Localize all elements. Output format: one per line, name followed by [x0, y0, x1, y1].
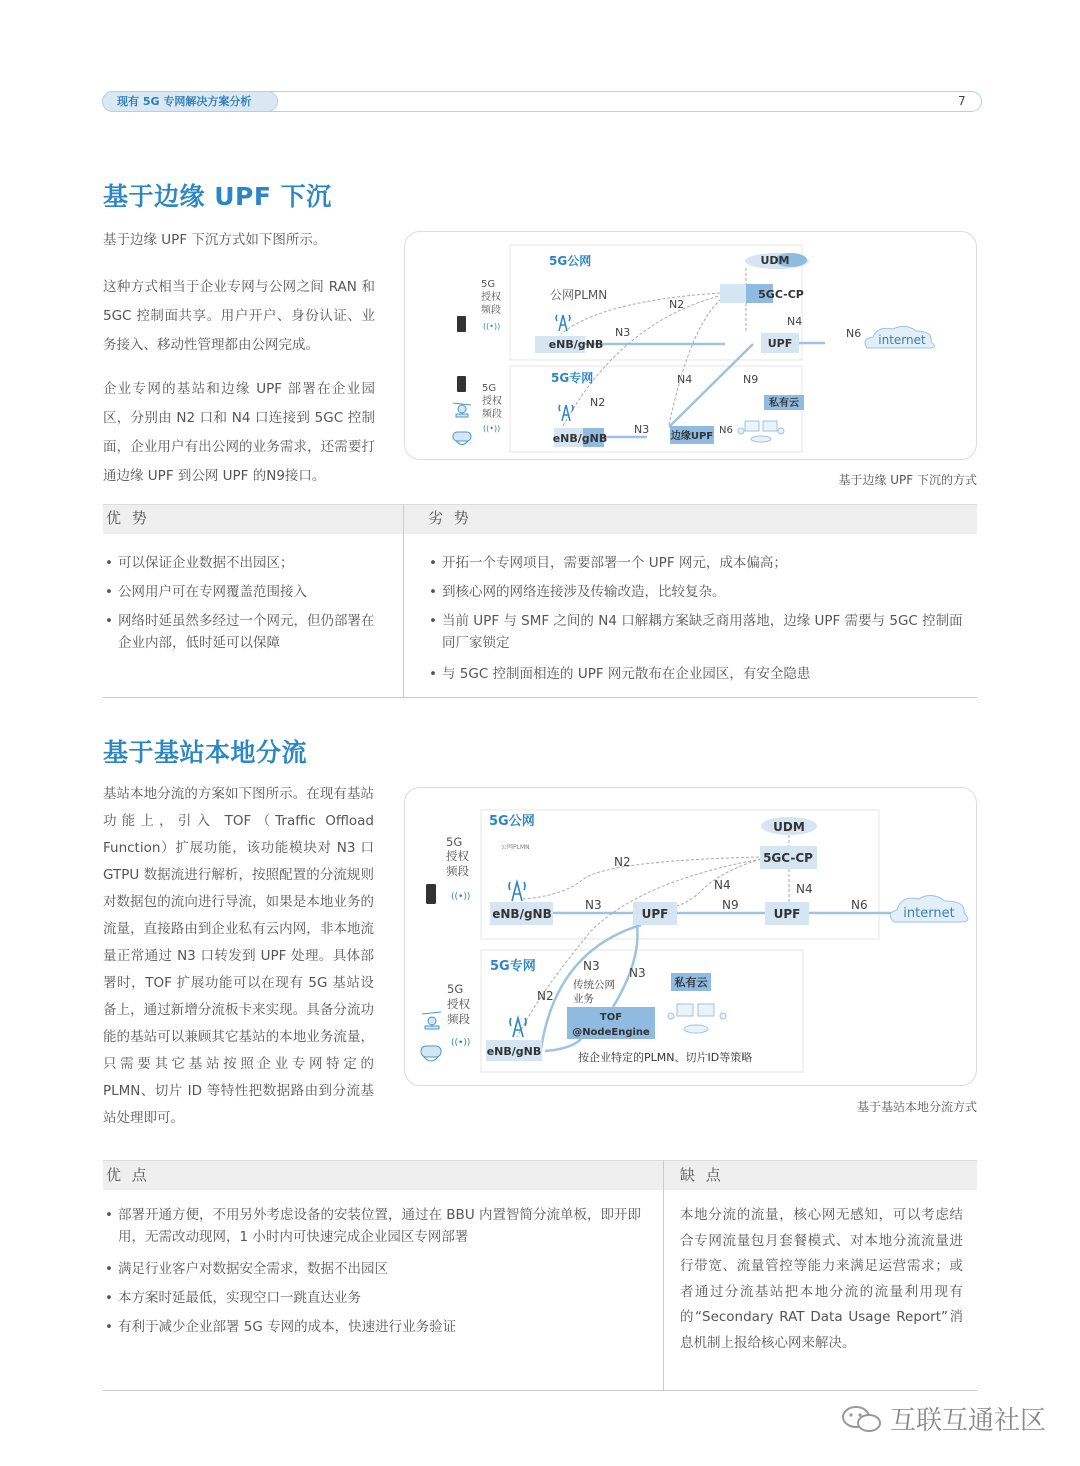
diagram1-caption: 基于边缘 UPF 下沉的方式: [838, 473, 977, 487]
cons-header: 劣 势: [428, 509, 472, 527]
n4-label: N4: [714, 878, 731, 892]
upf-core-label: UPF: [773, 907, 801, 921]
internet-label: internet: [878, 333, 926, 347]
enb-label: eNB/gNB: [492, 907, 552, 921]
n3-tof-label: N3: [629, 966, 646, 980]
edge-upf-diagram: [404, 231, 977, 460]
list-item: • 本方案时延最低，实现空口一跳直达业务: [103, 1287, 648, 1309]
cons-text: 本地分流的流量，核心网无感知，可以考虑结合专网流量包月套餐模式、对本地分流流量进行带宽、流量管控等能力来满足运营需求；或者通过分流基站把本地分流的流量利用现有的“Secondary RAT Data Usage Report”消息机制上报给核心网来解决。: [680, 1207, 963, 1351]
legacy-service-label: 业务: [573, 993, 594, 1005]
list-item: • 公网用户可在专网覆盖范围接入: [103, 581, 385, 603]
list-item: • 有利于减少企业部署 5G 专网的成本，快速进行业务验证: [103, 1316, 648, 1338]
tof-host-label: @NodeEngine: [572, 1027, 650, 1038]
table2-header: [103, 1160, 977, 1190]
n2-private-label: N2: [590, 396, 606, 409]
private-cloud-label: 私有云: [769, 398, 799, 409]
watermark-text: 互联互通社区: [889, 1406, 1046, 1436]
svg-text:频段: 频段: [446, 864, 469, 878]
n9-label: N9: [743, 373, 759, 386]
page-number: 7: [958, 94, 966, 108]
cons-header: 缺 点: [680, 1166, 724, 1184]
svg-text:5G: 5G: [446, 835, 463, 849]
svg-text:5G: 5G: [447, 982, 464, 996]
section2-paragraph: 基站本地分流的方案如下图所示。在现有基站功能上，引入 TOF（Traffic Offload Function）扩展功能，该功能模块对 N3 口 GTPU 数据流进行解析，按照配置的分流规则对数据包的流向进行导流，如果是本地业务的流量，直接路由到企业私有云内网，非本地流量正常通过 N3 口转发到 UPF 处理。具体部署时，TOF 扩展功能可以在现有 5G 基站设备上，通过新增分流板卡来实现。具备分流功能的基站可以兼顾其它基站的本地业务流量，只需要其它基站按照企业专网特定的 PLMN、切片 ID 等特性把数据路由到分流基站处理即可。: [103, 786, 374, 1126]
section1-title: 基于边缘 UPF 下沉: [103, 182, 332, 211]
cp-label: 5GC-CP: [758, 288, 804, 301]
svg-text:频段: 频段: [481, 305, 501, 316]
svg-text:授权: 授权: [481, 292, 501, 303]
list-item: • 当前 UPF 与 SMF 之间的 N4 口解耦方案缺乏商用落地，边缘 UPF 需要与 5GC 控制面同厂家锁定: [427, 610, 972, 654]
n6-label: N6: [846, 327, 862, 340]
n3-label: N3: [615, 326, 631, 339]
private-enb-label: eNB/gNB: [552, 432, 608, 445]
watermark: [840, 1400, 1046, 1437]
section1-intro: 基于边缘 UPF 下沉方式如下图所示。: [103, 232, 327, 248]
svg-text:授权: 授权: [446, 849, 469, 863]
tof-label: TOF: [599, 1012, 623, 1023]
internet-label: internet: [903, 906, 955, 921]
band-label: [446, 835, 469, 878]
signal-icon: ((•)): [483, 424, 501, 433]
band-label: [447, 982, 470, 1026]
n6-private-label: N6: [719, 425, 733, 436]
public-net-label: 5G公网: [549, 254, 592, 268]
svg-text:频段: 频段: [447, 1012, 470, 1026]
n3-label: N3: [585, 898, 602, 912]
svg-text:频段: 频段: [482, 409, 502, 420]
svg-text:5G: 5G: [481, 279, 496, 290]
private-enb-label: eNB/gNB: [486, 1045, 542, 1058]
pros-header: 优 势: [106, 509, 150, 527]
svg-text:授权: 授权: [447, 997, 470, 1011]
n6-label: N6: [851, 898, 868, 912]
cons-list: [427, 552, 972, 685]
public-plmn-label: 公网PLMN: [550, 288, 608, 302]
section2-title: 基于基站本地分流: [103, 738, 308, 767]
svg-text:5G: 5G: [482, 383, 497, 394]
list-item: • 可以保证企业数据不出园区；: [103, 552, 385, 574]
list-item: • 网络时延虽然多经过一个网元，但仍部署在企业内部，低时延可以保障: [103, 610, 385, 654]
pros-list: [103, 1204, 648, 1338]
table-bottom-border: [103, 1390, 977, 1391]
n4-private-label: N4: [677, 373, 693, 386]
n9-label: N9: [722, 898, 739, 912]
column-divider: [663, 1160, 664, 1391]
local-offload-diagram: [404, 787, 977, 1086]
phone-icon: [457, 376, 466, 392]
n3-private-label: N3: [634, 423, 650, 436]
pros-header: 优 点: [106, 1166, 150, 1184]
wechat-icon: [840, 1404, 884, 1434]
n2-label: N2: [669, 298, 685, 311]
section-tag: 现有 5G 专网解决方案分析: [102, 91, 278, 112]
upf-label: UPF: [641, 907, 669, 921]
robot-arm-icon: [453, 403, 471, 417]
band-label: [481, 279, 501, 316]
column-divider: [403, 504, 404, 698]
robot-arm-icon: [422, 1012, 441, 1029]
signal-icon: ((•)): [451, 1038, 471, 1048]
vr-headset-icon: [421, 1046, 441, 1061]
cp-label: 5GC-CP: [763, 851, 813, 865]
band-label: [482, 383, 502, 420]
legacy-service-label: 传统公网: [573, 979, 615, 991]
upf-label: UPF: [767, 337, 793, 350]
enb-label: eNB/gNB: [548, 338, 604, 351]
private-net-label: 5G专网: [490, 959, 536, 974]
public-plmn-label: 公网PLMN: [501, 844, 530, 851]
n4-core-label: N4: [796, 882, 813, 896]
section1-paragraph: 这种方式相当于企业专网与公网之间 RAN 和 5GC 控制面共享。用户开户、身份认证、业务接入、移动性管理都由公网完成。: [103, 279, 375, 353]
policy-label: 按企业特定的PLMN、切片ID等策略: [578, 1051, 753, 1064]
phone-icon: [426, 884, 436, 904]
list-item: • 部署开通方便，不用另外考虑设备的安装位置，通过在 BBU 内置智简分流单板，即开即用，无需改动现网，1 小时内可快速完成企业园区专网部署: [103, 1204, 648, 1248]
list-item: • 与 5GC 控制面相连的 UPF 网元散布在企业园区，有安全隐患: [427, 663, 972, 685]
udm-label: UDM: [760, 254, 790, 267]
pros-list: [103, 552, 385, 654]
list-item: • 开拓一个专网项目，需要部署一个 UPF 网元，成本偏高；: [427, 552, 972, 574]
signal-icon: ((•)): [483, 322, 501, 331]
n2-private-label: N2: [537, 989, 554, 1003]
svg-text:授权: 授权: [482, 396, 502, 407]
udm-label: UDM: [773, 820, 805, 834]
section1-paragraph: 企业专网的基站和边缘 UPF 部署在企业园区，分别由 N2 口和 N4 口连接到 5GC 控制面，企业用户有出公网的业务需求，还需要打通边缘 UPF 到公网 UPF 的N9接口。: [103, 381, 375, 484]
n3-legacy-label: N3: [583, 959, 600, 973]
list-item: • 到核心网的网络连接涉及传输改造，比较复杂。: [427, 581, 972, 603]
n2-label: N2: [614, 855, 631, 869]
diagram2-caption: 基于基站本地分流方式: [856, 1100, 977, 1114]
list-item: • 满足行业客户对数据安全需求，数据不出园区: [103, 1258, 648, 1280]
edge-upf-label: 边缘UPF: [670, 431, 714, 442]
table1-header: [103, 504, 977, 534]
n4-label: N4: [787, 315, 803, 328]
private-net-label: 5G专网: [551, 371, 594, 385]
signal-icon: ((•)): [451, 892, 471, 902]
public-net-label: 5G公网: [489, 814, 535, 829]
private-cloud-label: 私有云: [674, 976, 708, 989]
phone-icon: [457, 316, 466, 332]
table-bottom-border: [103, 697, 977, 698]
vr-headset-icon: [453, 432, 471, 445]
